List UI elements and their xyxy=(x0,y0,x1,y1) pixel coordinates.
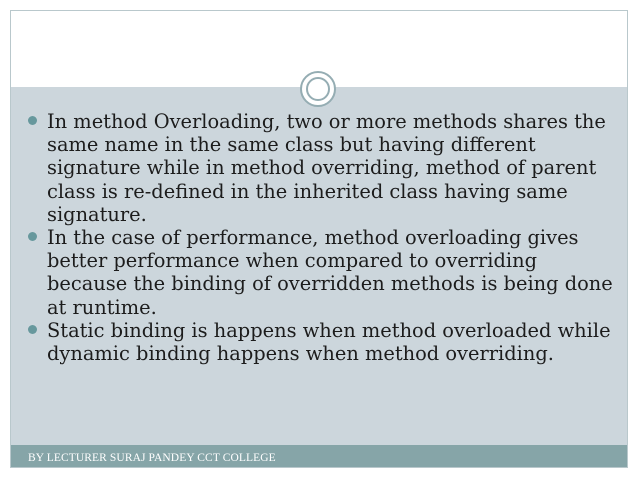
bullet-item xyxy=(28,110,618,226)
circle-ornament-inner xyxy=(306,77,330,101)
bullet-list xyxy=(28,110,618,365)
footer-text: BY LECTURER SURAJ PANDEY CCT COLLEGE xyxy=(28,452,276,464)
bullet-text: Static binding is happens when method overloaded while dynamic binding happens when method overriding. xyxy=(47,318,611,366)
bullet-item xyxy=(28,226,618,319)
bullet-icon xyxy=(28,232,37,241)
bullet-item xyxy=(28,319,618,365)
bullet-icon xyxy=(28,325,37,334)
bullet-text: In method Overloading, two or more methods shares the same name in the same class but having different signature while in method overriding, method of parent class is re-defined in the inherited class having same signature. xyxy=(47,110,606,226)
bullet-text: In the case of performance, method overloading gives better performance when compared to overriding because the binding of overridden methods is being done at runtime. xyxy=(47,226,613,319)
footer-bar xyxy=(11,445,627,467)
bullet-icon xyxy=(28,116,37,125)
circle-ornament-icon xyxy=(300,71,336,107)
